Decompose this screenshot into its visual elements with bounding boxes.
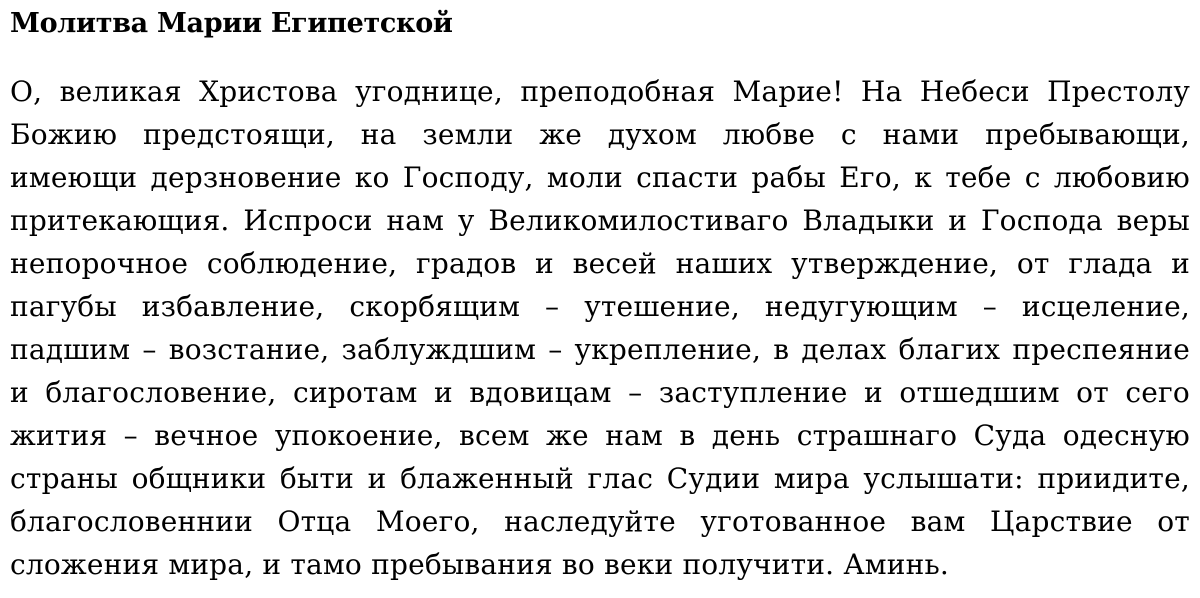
prayer-line: притекающия. Испроси нам у Великомилостиваго Владыки и Господа веры	[10, 204, 1190, 237]
prayer-line: пагубы избавление, скорбящим – утешение, недугующим – исцеление,	[10, 290, 1190, 323]
prayer-line: сложения мира, и тамо пребывания во веки получити. Аминь.	[10, 548, 950, 581]
prayer-line: падшим – возстание, заблуждшим – укрепление, в делах благих преспеяние	[10, 333, 1190, 366]
prayer-body	[10, 70, 1190, 586]
prayer-line: Божию предстоящи, на земли же духом любве с нами пребывающи,	[10, 118, 1190, 151]
prayer-title: Молитва Марии Египетской	[10, 8, 453, 39]
prayer-line: жития – вечное упокоение, всем же нам в день страшнаго Суда одесную	[10, 419, 1190, 452]
prayer-line: имеющи дерзновение ко Господу, моли спасти рабы Его, к тебе с любовию	[10, 161, 1190, 194]
prayer-line: непорочное соблюдение, градов и весей наших утверждение, от глада и	[10, 247, 1190, 280]
prayer-line: О, великая Христова угоднице, преподобная Марие! На Небеси Престолу	[10, 75, 1190, 108]
prayer-line: страны общники быти и блаженный глас Судии мира услышати: приидите,	[10, 462, 1190, 495]
prayer-line: и благословение, сиротам и вдовицам – заступление и отшедшим от сего	[10, 376, 1190, 409]
prayer-line: благословеннии Отца Моего, наследуйте уготованное вам Царствие от	[10, 505, 1190, 538]
